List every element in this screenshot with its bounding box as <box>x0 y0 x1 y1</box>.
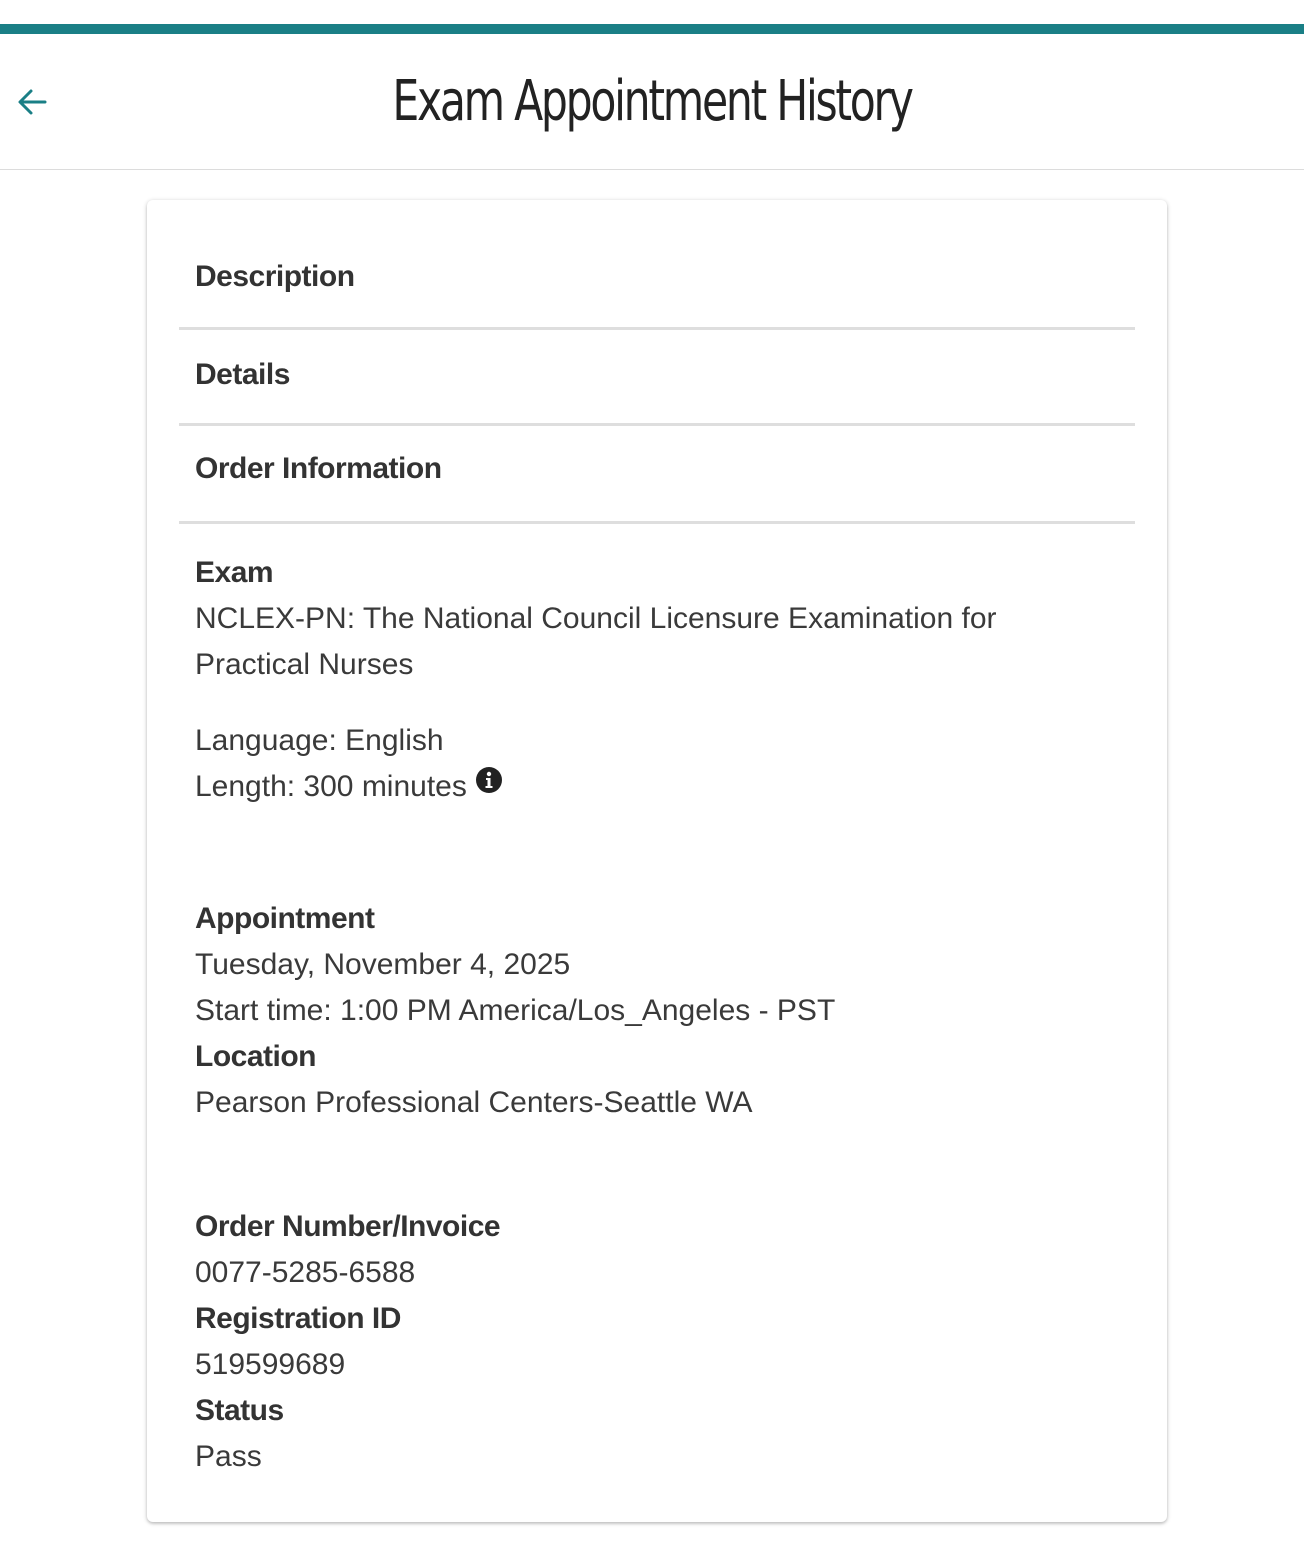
registration-id-value: 519599689 <box>195 1348 346 1381</box>
page-title: Exam Appointment History <box>392 69 912 134</box>
tab-details-label: Details <box>195 358 290 391</box>
exam-name-line-2: Practical Nurses <box>195 648 414 681</box>
location-label: Location <box>195 1040 316 1073</box>
arrow-left-icon <box>15 85 49 124</box>
order-information-panel <box>195 550 1095 1480</box>
tab-order-information-label: Order Information <box>195 452 442 485</box>
tab-description-label: Description <box>195 260 355 293</box>
appointment-start-time: Start time: 1:00 PM America/Los_Angeles - PST <box>195 994 836 1027</box>
appointment-date: Tuesday, November 4, 2025 <box>195 948 571 981</box>
page-header <box>0 34 1304 170</box>
status-label: Status <box>195 1394 284 1427</box>
exam-length: Length: 300 minutes <box>195 770 467 803</box>
order-number-value: 0077-5285-6588 <box>195 1256 416 1289</box>
info-icon[interactable] <box>475 762 503 808</box>
order-number-label: Order Number/Invoice <box>195 1210 501 1243</box>
tab-description[interactable] <box>179 236 1135 330</box>
tab-order-information[interactable] <box>179 426 1135 524</box>
appointment-card <box>147 200 1167 1522</box>
top-accent-bar <box>0 24 1304 34</box>
exam-length-row <box>195 764 1095 810</box>
exam-name-line-1: NCLEX-PN: The National Council Licensure Examination for <box>195 602 997 635</box>
appointment-label: Appointment <box>195 902 375 935</box>
tab-details[interactable] <box>179 330 1135 426</box>
exam-language: Language: English <box>195 724 444 757</box>
exam-label: Exam <box>195 556 274 589</box>
registration-id-label: Registration ID <box>195 1302 401 1335</box>
status-value: Pass <box>195 1440 262 1473</box>
location-value: Pearson Professional Centers-Seattle WA <box>195 1086 753 1119</box>
back-button[interactable] <box>12 84 52 124</box>
